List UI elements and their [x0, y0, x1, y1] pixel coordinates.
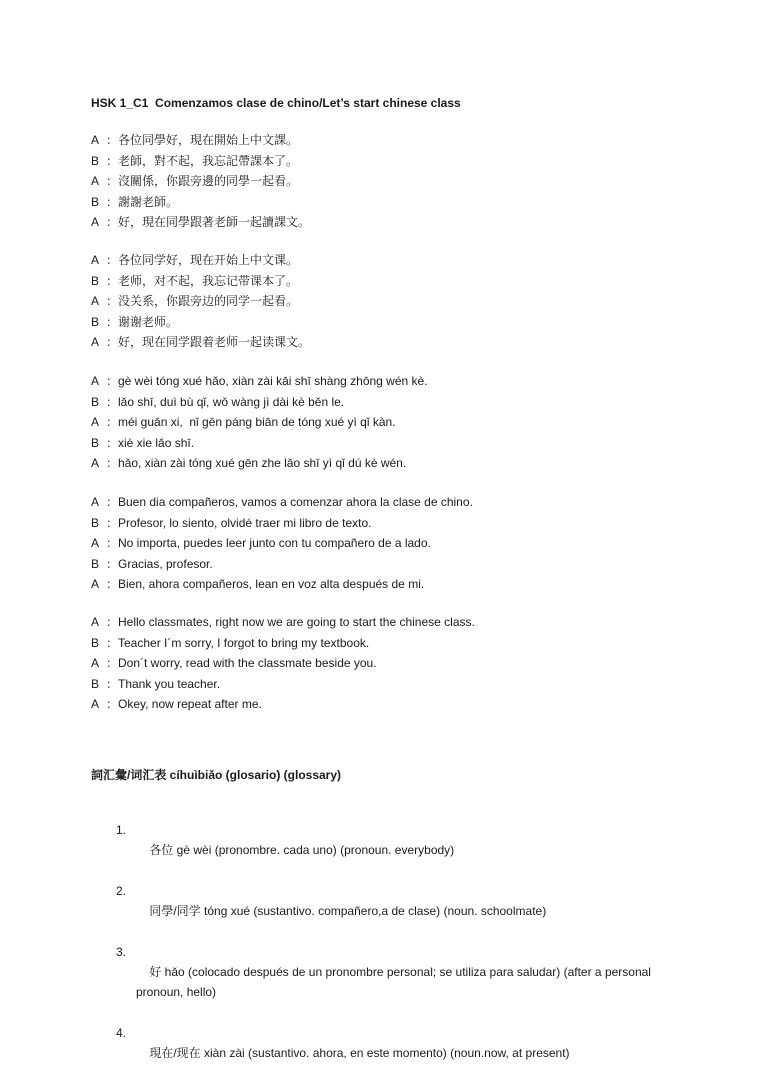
dialogue-line: [91, 492, 473, 513]
dialogue-line: [91, 433, 428, 454]
line-text: ：没关系，你跟旁边的同学一起看。: [106, 294, 299, 308]
line-text: ：Buen dia compañeros, vamos a comenzar ahora la clase de chino.: [106, 495, 473, 509]
speaker-label: A: [91, 656, 100, 670]
speaker-label: A: [91, 697, 100, 711]
line-text: ：Teacher I´m sorry, I forgot to bring my textbook.: [106, 635, 370, 650]
speaker-label: A: [91, 615, 100, 629]
speaker-label: B: [91, 273, 100, 288]
speaker-label: B: [91, 153, 100, 168]
dialogue-line: [91, 212, 310, 233]
speaker-label: A: [91, 415, 100, 429]
dialogue-simplified: [91, 250, 310, 353]
glossary-item-text: 各位 gè wèi (pronombre. cada uno) (pronoun. everybody): [149, 843, 455, 858]
line-text: ：好，現在同學跟著老師一起讀課文。: [106, 215, 311, 229]
speaker-label: A: [91, 536, 100, 550]
dialogue-line: [91, 171, 310, 192]
dialogue-line: [91, 533, 473, 554]
speaker-label: A: [91, 253, 100, 267]
line-text: ：謝謝老師。: [106, 194, 179, 209]
speaker-label: A: [91, 374, 100, 388]
dialogue-line: [91, 674, 475, 695]
line-text: ：老师，对不起，我忘记带课本了。: [106, 273, 299, 288]
list-number: 1.: [115, 823, 126, 837]
speaker-label: A: [91, 577, 100, 591]
line-text: ：Don´t worry, read with the classmate beside you.: [106, 656, 377, 670]
dialogue-line: [91, 392, 428, 413]
line-text: ：lǎo shī, duì bù qǐ, wǒ wàng jì dài kè běn le.: [106, 394, 345, 409]
dialogue-line: [91, 250, 310, 271]
speaker-label: A: [91, 456, 100, 470]
dialogue-line: [91, 192, 310, 213]
dialogue-line: [91, 130, 310, 151]
glossary-item: [112, 942, 664, 1023]
line-text: ：老師，對不起，我忘記帶課本了。: [106, 153, 299, 168]
line-text: ：Bien, ahora compañeros, lean en voz alta después de mi.: [106, 577, 425, 591]
glossary-item: [112, 881, 664, 942]
dialogue-line: [91, 291, 310, 312]
line-text: ：Thank you teacher.: [106, 676, 221, 691]
dialogue-pinyin: [91, 371, 428, 474]
speaker-label: A: [91, 335, 100, 349]
dialogue-line: [91, 151, 310, 172]
dialogue-english: [91, 612, 475, 715]
line-text: ：各位同学好，现在开始上中文课。: [106, 253, 299, 267]
list-number: 3.: [115, 944, 126, 959]
line-text: ：谢谢老师。: [106, 314, 179, 329]
dialogue-line: [91, 453, 428, 474]
speaker-label: B: [91, 515, 100, 530]
glossary-item: [112, 820, 664, 881]
dialogue-line: [91, 574, 473, 595]
dialogue-line: [91, 332, 310, 353]
speaker-label: B: [91, 194, 100, 209]
line-text: ：méi guān xi, nǐ gēn páng biān de tóng xué yì qǐ kàn.: [106, 415, 396, 429]
glossary-item-text: 現在/现在 xiàn zài (sustantivo. ahora, en este momento) (noun.now, at present): [149, 1046, 570, 1061]
speaker-label: B: [91, 556, 100, 571]
glossary-item-text: 同學/同学 tóng xué (sustantivo. compañero,a de clase) (noun. schoolmate): [149, 904, 547, 919]
glossary-heading: 詞汇彙/词汇表 cíhuìbiǎo (glosario) (glossary): [91, 768, 342, 782]
dialogue-spanish: [91, 492, 473, 595]
line-text: ：hǎo, xiàn zài tóng xué gēn zhe lǎo shī yì qǐ dú kè wén.: [106, 456, 407, 470]
dialogue-line: [91, 694, 475, 715]
line-text: ：xiè xie lǎo shī.: [106, 435, 195, 450]
line-text: ：No importa, puedes leer junto con tu compañero de a lado.: [106, 536, 431, 550]
dialogue-line: [91, 612, 475, 633]
glossary-item-text: 好 hǎo (colocado después de un pronombre personal; se utiliza para saludar) (after a personal pronoun, hello): [136, 965, 655, 1000]
line-text: ：好，现在同学跟着老师一起读课文。: [106, 335, 311, 349]
speaker-label: B: [91, 435, 100, 450]
list-number: 4.: [115, 1025, 126, 1040]
speaker-label: B: [91, 394, 100, 409]
glossary-list: [112, 820, 664, 1084]
dialogue-line: [91, 633, 475, 654]
speaker-label: A: [91, 495, 100, 509]
dialogue-line: [91, 371, 428, 392]
speaker-label: A: [91, 294, 100, 308]
speaker-label: A: [91, 215, 100, 229]
glossary-item: [112, 1023, 664, 1084]
speaker-label: A: [91, 174, 100, 188]
dialogue-line: [91, 412, 428, 433]
page-title: HSK 1_C1 Comenzamos clase de chino/Let’s start chinese class: [91, 96, 461, 110]
line-text: ：各位同學好，現在開始上中文課。: [106, 133, 299, 147]
line-text: ：沒關係，你跟旁邊的同學一起看。: [106, 174, 299, 188]
speaker-label: B: [91, 635, 100, 650]
dialogue-line: [91, 271, 310, 292]
dialogue-line: [91, 513, 473, 534]
list-number: 2.: [115, 883, 126, 898]
dialogue-line: [91, 653, 475, 674]
line-text: ：Hello classmates, right now we are going to start the chinese class.: [106, 615, 475, 629]
speaker-label: B: [91, 314, 100, 329]
line-text: ：Okey, now repeat after me.: [106, 697, 262, 711]
line-text: ：gè wèi tóng xué hǎo, xiàn zài kāi shī shàng zhōng wén kè.: [106, 374, 428, 388]
line-text: ：Profesor, lo siento, olvidé traer mi libro de texto.: [106, 515, 372, 530]
dialogue-line: [91, 312, 310, 333]
dialogue-line: [91, 554, 473, 575]
dialogue-traditional: [91, 130, 310, 233]
speaker-label: B: [91, 676, 100, 691]
line-text: ：Gracias, profesor.: [106, 556, 213, 571]
speaker-label: A: [91, 133, 100, 147]
